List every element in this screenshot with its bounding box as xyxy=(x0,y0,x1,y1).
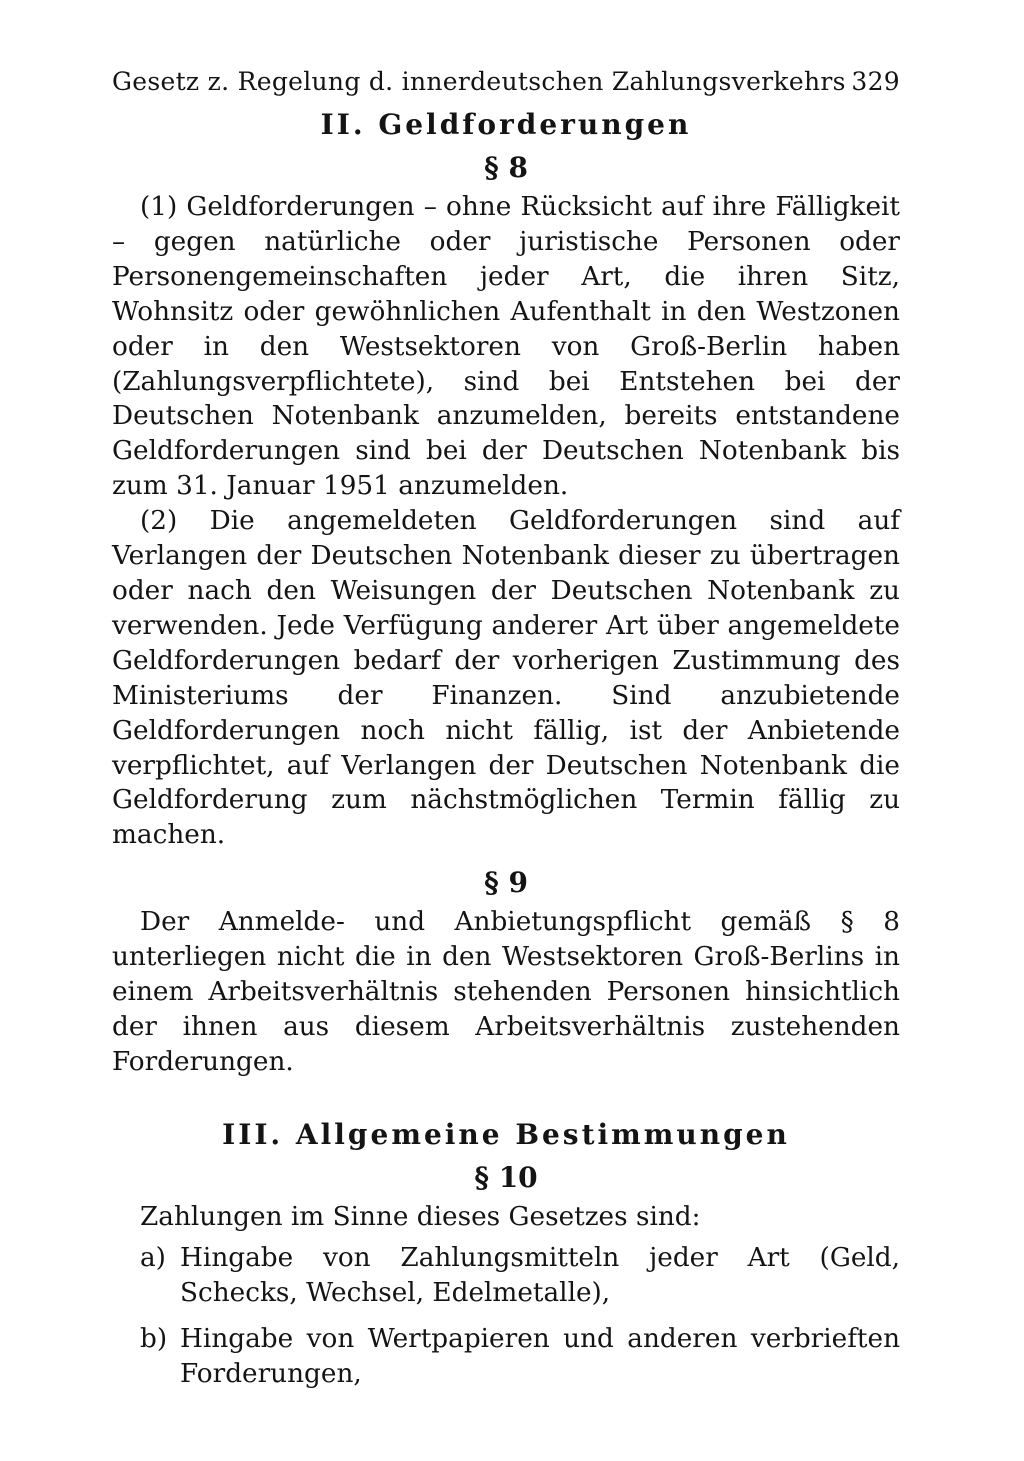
paragraph-8-sign: § 8 xyxy=(484,151,528,184)
list-item-text: Hingabe von Wertpapieren und anderen verbrieften Forderungen, xyxy=(180,1324,900,1390)
list-item-text: Hingabe von Zahlungsmitteln jeder Art (Geld, Schecks, Wechsel, Edelmetalle), xyxy=(180,1242,900,1308)
paragraph-8-clause-1-text: (1) Geldforderungen – ohne Rücksicht auf ihre Fälligkeit – gegen natürliche oder juristische Personen oder Personengemeinschaften jeder Art, die ihren Sitz, Wohnsitz oder gewöhnlichen Aufenthalt in den Westzonen oder in den Westsektoren von Groß-Berlin haben (Zahlungsverpflichtete), sind bei Entstehen bei der Deutschen Notenbank anzumelden, bereits entstandene Geldforderungen sind bei der Deutschen Notenbank bis zum 31. Januar 1951 anzumelden. xyxy=(112,192,900,502)
paragraph-9-sign: § 9 xyxy=(484,866,528,900)
list-item xyxy=(112,1241,900,1311)
paragraph-8-clause-2 xyxy=(112,504,900,853)
paragraph-9-text: Der Anmelde- und Anbietungspflicht gemäß § 8 unterliegen nicht die in den Westsektoren Groß-Berlins in einem Arbeitsverhältnis stehenden Personen hinsichtlich der ihnen aus diesem Arbeitsverhältnis zustehenden Forderungen. xyxy=(112,907,900,1077)
page-number: 329 xyxy=(851,67,900,96)
paragraph-10-intro-block xyxy=(112,1200,900,1235)
paragraph-10-list xyxy=(112,1241,900,1393)
paragraph-8-clause-1 xyxy=(112,190,900,504)
section-ii-title: II. Geldforderungen xyxy=(320,108,692,141)
paragraph-8-clause-2-text: (2) Die angemeldeten Geldforderungen sind auf Verlangen der Deutschen Notenbank dieser zu übertragen oder nach den Weisungen der Deutschen Notenbank zu verwenden. Jede Verfügung anderer Art über angemeldete Geldforderungen bedarf der vorherigen Zustimmung des Ministeriums der Finanzen. Sind anzubietende Geldforderungen noch nicht fällig, ist der Anbietende verpflichtet, auf Verlangen der Deutschen Notenbank die Geldforderung zum nächstmöglichen Termin fällig zu machen. xyxy=(112,506,900,851)
running-head xyxy=(112,62,900,102)
paragraph-9-text-block xyxy=(112,905,900,1080)
document-page xyxy=(112,62,900,1404)
paragraph-10-sign: § 10 xyxy=(474,1160,538,1194)
list-item-marker: a) xyxy=(140,1242,166,1273)
section-iii-title: III. Allgemeine Bestimmungen xyxy=(222,1117,790,1151)
list-item xyxy=(112,1322,900,1392)
paragraph-10-intro: Zahlungen im Sinne dieses Gesetzes sind: xyxy=(140,1201,701,1232)
list-item-marker: b) xyxy=(140,1324,168,1355)
running-title: Gesetz z. Regelung d. innerdeutschen Zahlungsverkehrs xyxy=(112,67,846,96)
